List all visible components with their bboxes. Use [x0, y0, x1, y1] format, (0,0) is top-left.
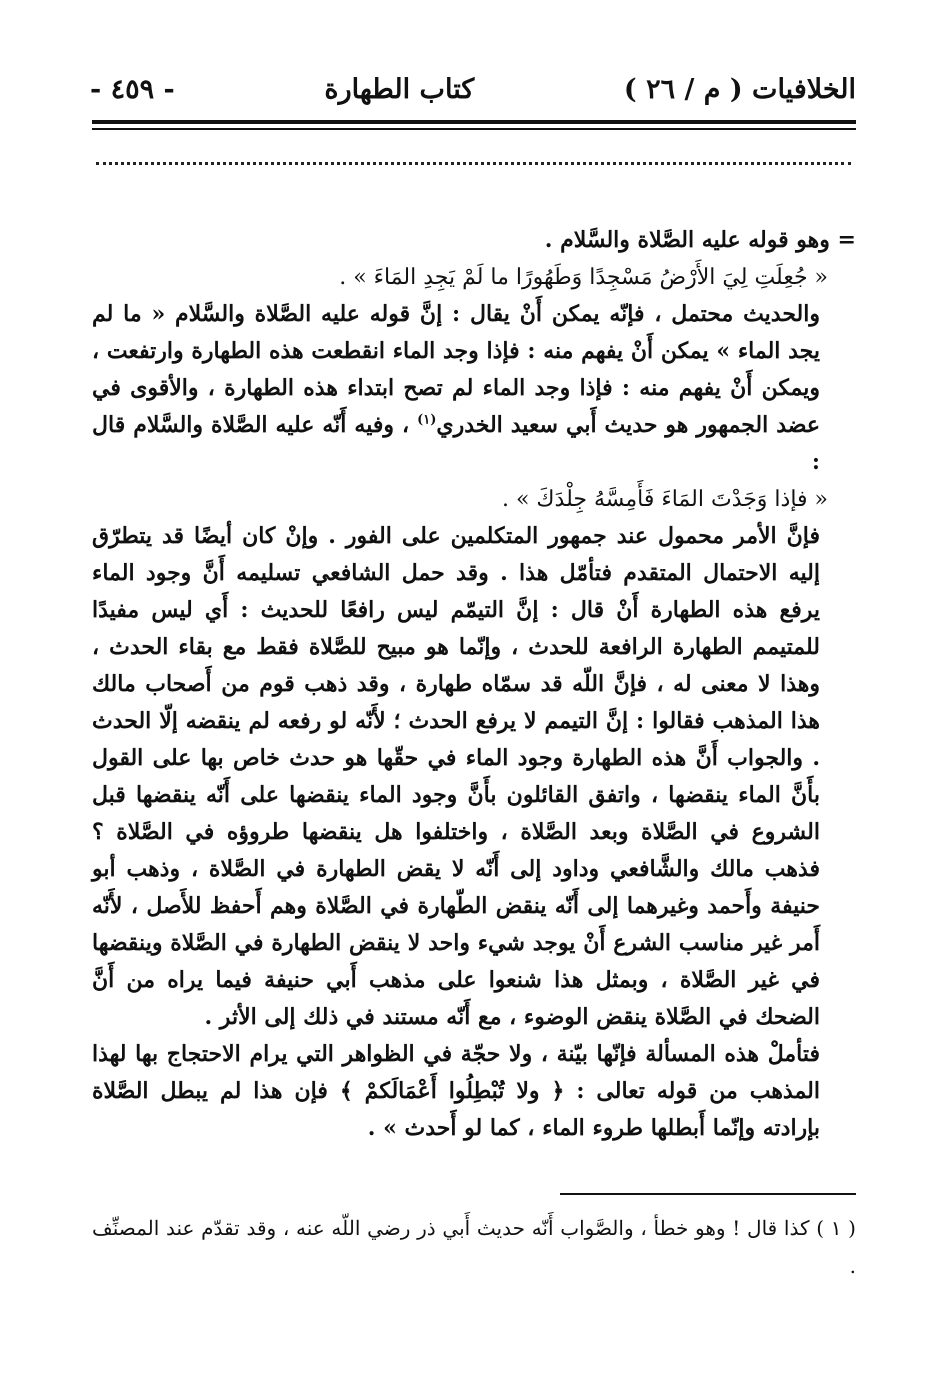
- paragraph-1: = وهو قوله عليه الصَّلاة والسَّلام .: [544, 227, 856, 253]
- footnote-rule: [560, 1193, 856, 1195]
- paragraph-2-end: ، وفيه أَنّه عليه الصَّلاة والسَّلام قال :: [92, 412, 820, 475]
- running-header: [90, 62, 856, 116]
- footnote: ( ١ ) كذا قال ! وهو خطأ ، والصَّواب أَنّه حديث أَبي ذر رضي اللّه عنه ، وقد تقدّم عند المصنِّف .: [92, 1216, 856, 1278]
- header-rule-thin: [92, 128, 856, 130]
- book-title: الخلافيات ( م / ٢٦ ): [623, 73, 856, 105]
- hadith-quote-1: « جُعِلَتِ لِيَ الأَرْضُ مَسْجِدًا وَطَهُورًا ما لَمْ يَجِدِ المَاءَ » .: [339, 265, 828, 290]
- header-rule-thick: [92, 120, 856, 124]
- paragraph-4: فتأملْ هذه المسألة فإنّها بيّنة ، ولا حجّة في الظواهر التي يرام الاحتجاج بها لهذا المذهب من قوله تعالى : ﴿ ولا تُبْطِلُوا أَعْمَالَكمْ ﴾ فإن هذا لم يبطل الصَّلاة بإرادته وإنّما أَبطلها طروء الماء ، كما لو أَحدث » .: [92, 1041, 820, 1141]
- paragraph-2: [92, 296, 856, 481]
- paragraph-2-text: والحديث محتمل ، فإنّه يمكن أَنْ يقال : إنَّ قوله عليه الصَّلاة والسَّلام « ما لم يجد الماء » يمكن أَنْ يفهم منه : فإذا وجد الماء انقطعت هذه الطهارة وارتفعت ، ويمكن أَنْ يفهم منه : فإذا وجد الماء لم تصح ابتداء هذه الطهارة ، والأقوى في عضد الجمهور هو حديث أَبي سعيد الخدري: [92, 301, 820, 438]
- page-number: - ٤٥٩ -: [90, 73, 175, 105]
- hadith-quote-2: « فإذا وَجَدْتَ المَاءَ فَأَمِسَّهُ جِلْدَكَ » .: [501, 487, 828, 512]
- footnote-marker[interactable]: (١): [417, 412, 437, 428]
- chapter-title: كتاب الطهارة: [324, 73, 475, 105]
- main-text: [92, 222, 856, 1147]
- paragraph-3: فإنَّ الأمر محمول عند جمهور المتكلمين على الفور . وإنْ كان أيضًا قد يتطرّق إليه الاحتمال المتقدم فتأمّل هذا . وقد حمل الشافعي تسليمه أَنَّ وجود الماء يرفع هذه الطهارة أَنْ قال : إنَّ التيمّم ليس رافعًا للحديث : أَي ليس مفيدًا للمتيمم الطهارة الرافعة للحدث ، وإنّما هو مبيح للصَّلاة فقط مع بقاء الحدث ، وهذا لا معنى له ، فإنَّ اللّه قد سمّاه طهارة ، وقد ذهب قوم من أَصحاب مالك هذا المذهب فقالوا : إنَّ التيمم لا يرفع الحدث ؛ لأَنّه لو رفعه لم ينقضه إلّا الحدث . والجواب أَنَّ هذه الطهارة وجود الماء في حقّها هو حدث خاص بها على القول بأَنَّ الماء ينقضها ، واتفق القائلون بأَنَّ وجود الماء ينقضها على أَنّه ينقضها قبل الشروع في الصَّلاة وبعد الصَّلاة ، واختلفوا هل ينقضها طروؤه في الصَّلاة ؟ فذهب مالك والشَّافعي وداود إلى أَنّه لا يقض الطهارة في الصَّلاة ، وذهب أبو حنيفة وأَحمد وغيرهما إلى أَنّه ينقض الطّهارة في الصَّلاة وهم أَحفظ للأَصل ، لأَنّه أَمر غير مناسب الشرع أَنْ يوجد شيء واحد لا ينقض الطهارة في الصَّلاة وينقضها في غير الصَّلاة ، وبمثل هذا شنعوا على مذهب أَبي حنيفة فيما يراه من أَنَّ الضحك في الصَّلاة ينقض الوضوء ، مع أَنّه مستند في ذلك إلى الأثر .: [92, 523, 820, 1030]
- dotted-separator: [96, 162, 851, 165]
